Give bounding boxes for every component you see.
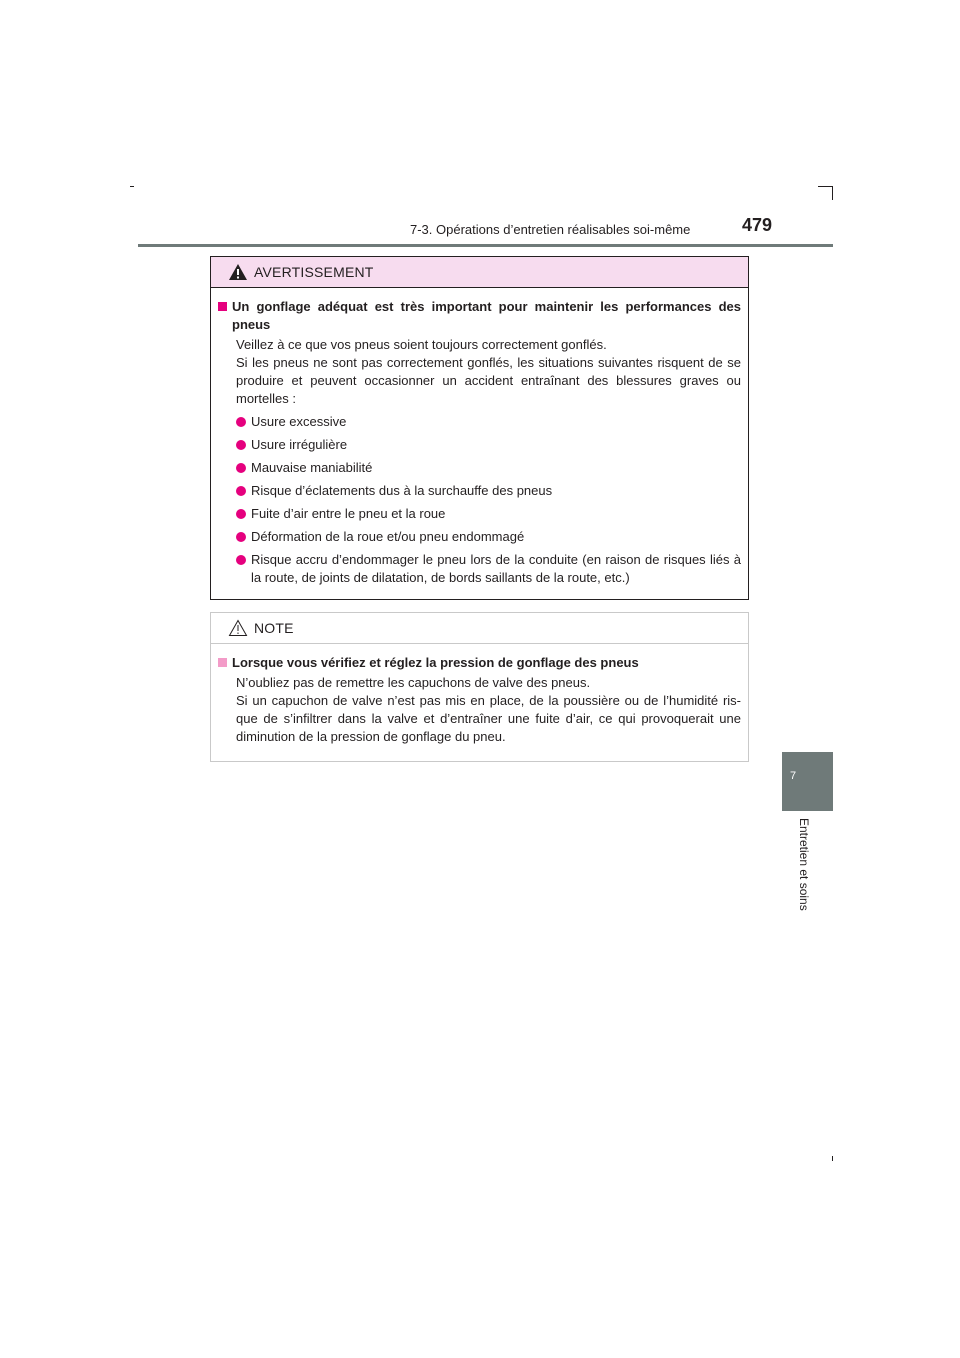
bullet-dot-icon [236,532,246,542]
warning-heading: Un gonflage adéquat est très important pour maintenir les performances des pneus [218,298,741,334]
bullet-dot-icon [236,417,246,427]
warning-box [210,256,749,600]
square-bullet-icon [218,302,227,311]
warning-triangle-icon [228,263,248,281]
note-body [211,644,748,746]
list-item: Usure irrégulière [218,436,741,454]
bullet-dot-icon [236,555,246,565]
list-item: Fuite d’air entre le pneu et la roue [218,505,741,523]
caution-triangle-icon [228,619,248,637]
header-rule [138,244,833,247]
square-bullet-icon [218,658,227,667]
list-item: Mauvaise maniabilité [218,459,741,477]
bullet-dot-icon [236,486,246,496]
note-header [211,613,748,644]
list-item: Risque accru d’endommager le pneu lors de la conduite (en raison de risques liés à la route, de joints de dilatation, de bords saillants de la route, etc.) [218,551,741,587]
chapter-number: 7 [790,770,797,782]
warning-intro: Veillez à ce que vos pneus soient toujours correctement gonflés. Si les pneus ne sont pas correctement gonflés, les situations suivantes risquent de se produire et peuvent occasionner un accident entraînant des blessures graves ou mortelles : [236,337,741,406]
bullet-dot-icon [236,463,246,473]
crop-mark-bottom-right [832,1156,833,1161]
note-heading: Lorsque vous vérifiez et réglez la pression de gonflage des pneus [218,654,741,672]
section-header: 7-3. Opérations d’entretien réalisables soi-même [410,222,691,237]
note-title: NOTE [254,620,294,636]
chapter-label: Entretien et soins [797,818,811,911]
crop-mark-top-right-h [818,186,833,187]
page-number: 479 [742,215,773,235]
crop-mark-top-right-v [832,186,833,200]
list-item: Déformation de la roue et/ou pneu endommagé [218,528,741,546]
list-item: Risque d’éclatements dus à la surchauffe des pneus [218,482,741,500]
bullet-dot-icon [236,509,246,519]
list-item: Usure excessive [218,413,741,431]
note-box [210,612,749,762]
bullet-dot-icon [236,440,246,450]
warning-header [211,257,748,288]
warning-body [211,288,748,587]
note-text: N’oubliez pas de remettre les capuchons de valve des pneus. Si un capuchon de valve n’est pas mis en place, de la poussière ou de l’humidité ris-que de s’infiltrer dans la valve et d’entraîner une fuite d’air, ce qui provoquerait une diminution de la pression de gonflage du pneu. [236,675,741,744]
crop-mark-top-left [130,186,134,187]
warning-title: AVERTISSEMENT [254,264,374,280]
